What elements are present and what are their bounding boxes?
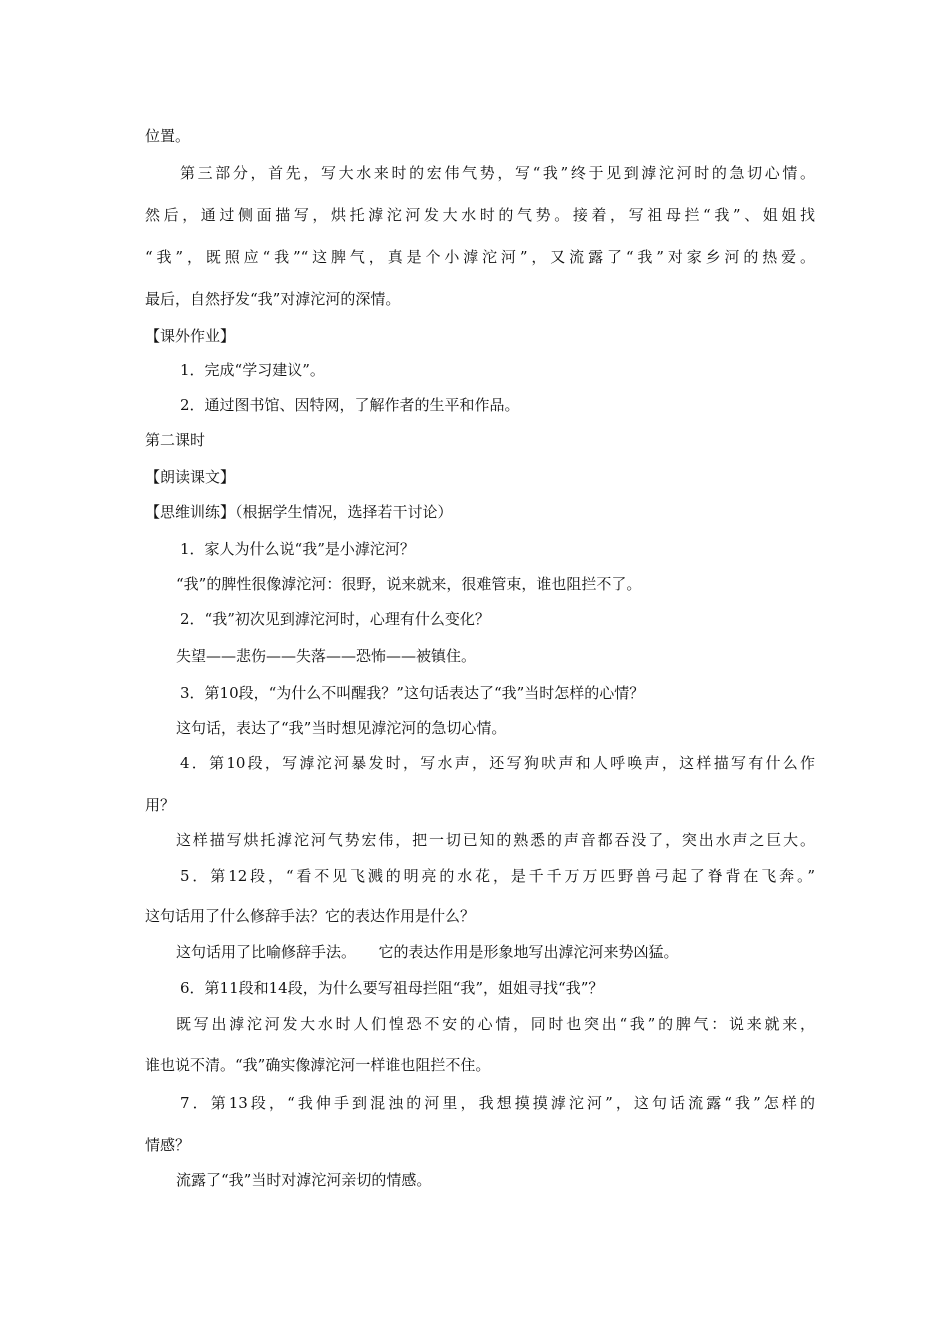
section-heading: 【课外作业】 [145, 327, 236, 345]
question: 7．第13段，“我伸手到混浊的河里，我想摸摸滹沱河”，这句话流露“我”怎样的 [180, 1094, 815, 1112]
question: 情感？ [145, 1136, 191, 1154]
text-line: 最后，自然抒发“我”对滹沱河的深情。 [145, 290, 401, 308]
answer: 流露了“我”当时对滹沱河亲切的情感。 [176, 1171, 432, 1189]
answer: 这句话用了比喻修辞手法。 它的表达作用是形象地写出滹沱河来势凶猛。 [176, 943, 679, 961]
answer: 这句话，表达了“我”当时想见滹沱河的急切心情。 [176, 719, 507, 737]
answer: 失望——悲伤——失落——恐怖——被镇住。 [176, 647, 477, 665]
text-line: 第二课时 [145, 431, 206, 449]
question: 4．第10段，写滹沱河暴发时，写水声，还写狗吠声和人呼唤声，这样描写有什么作 [180, 754, 815, 772]
answer: “我”的脾性很像滹沱河：很野，说来就来，很难管束，谁也阻拦不了。 [176, 575, 642, 593]
text-line: 位置。 [145, 127, 191, 145]
list-item: 1．完成“学习建议”。 [180, 361, 325, 379]
question: 6．第11段和14段，为什么要写祖母拦阻“我”，姐姐寻找“我”？ [180, 979, 604, 997]
text-line: “我”，既照应“我”“这脾气，真是个小滹沱河”，又流露了“我”对家乡河的热爱。 [145, 248, 815, 266]
text-line: 第三部分，首先，写大水来时的宏伟气势，写“我”终于见到滹沱河时的急切心情。 [180, 164, 815, 182]
question: 3．第10段，“为什么不叫醒我？”这句话表达了“我”当时怎样的心情？ [180, 684, 645, 702]
question: 用？ [145, 796, 176, 814]
question: 2．“我”初次见到滹沱河时，心理有什么变化？ [180, 610, 490, 628]
answer: 谁也说不清。“我”确实像滹沱河一样谁也阻拦不住。 [145, 1056, 491, 1074]
section-heading: 【思维训练】（根据学生情况，选择若干讨论） [145, 503, 453, 521]
question: 1．家人为什么说“我”是小滹沱河？ [180, 540, 415, 558]
section-heading: 【朗读课文】 [145, 468, 236, 486]
answer: 既写出滹沱河发大水时人们惶恐不安的心情，同时也突出“我”的脾气：说来就来， [176, 1015, 815, 1033]
question: 这句话用了什么修辞手法？它的表达作用是什么？ [145, 907, 476, 925]
question: 5．第12段，“看不见飞溅的明亮的水花，是千千万万匹野兽弓起了脊背在飞奔。” [180, 867, 815, 885]
text-line: 然后，通过侧面描写，烘托滹沱河发大水时的气势。接着，写祖母拦“我”、姐姐找 [145, 206, 815, 224]
answer: 这样描写烘托滹沱河气势宏伟，把一切已知的熟悉的声音都吞没了，突出水声之巨大。 [176, 831, 815, 849]
list-item: 2．通过图书馆、因特网，了解作者的生平和作品。 [180, 396, 520, 414]
